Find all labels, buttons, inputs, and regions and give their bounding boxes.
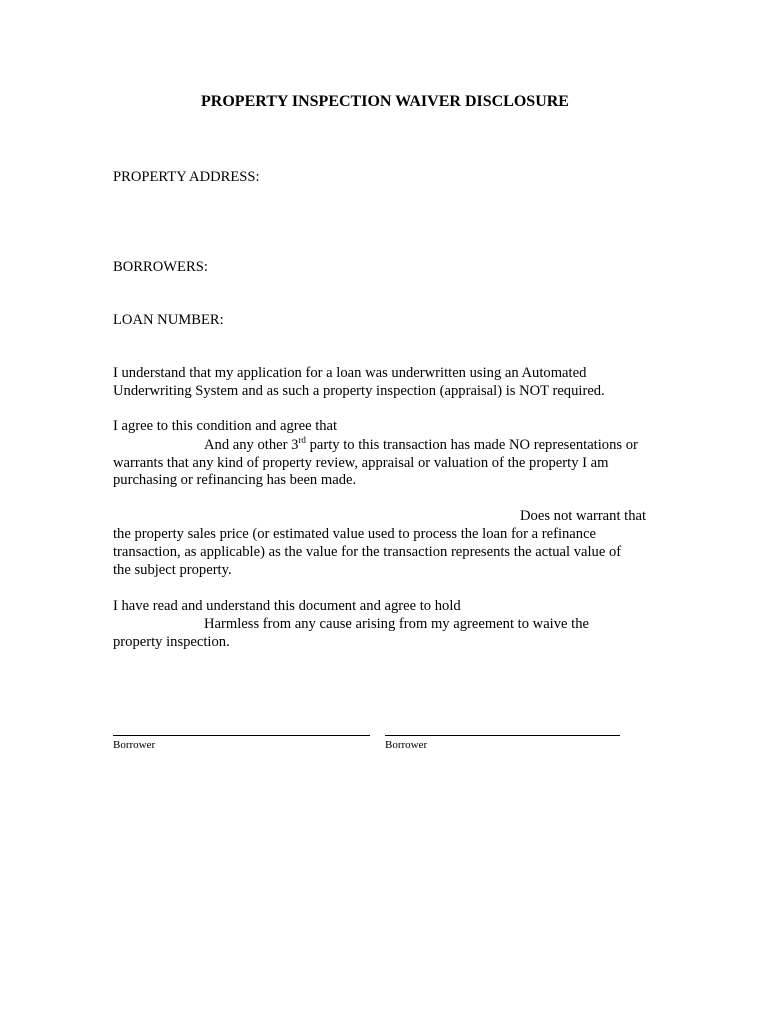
paragraph-4-line-1: I have read and understand this document and agree to hold bbox=[113, 598, 461, 614]
document-title: PROPERTY INSPECTION WAIVER DISCLOSURE bbox=[201, 93, 569, 110]
paragraph-3-line-2: the property sales price (or estimated value used to process the loan for a refinance bbox=[113, 526, 597, 542]
paragraph-1-line-2: Underwriting System and as such a property inspection (appraisal) is NOT required. bbox=[113, 383, 605, 399]
borrower-label-right: Borrower bbox=[385, 739, 428, 751]
borrower-label-left: Borrower bbox=[113, 739, 156, 751]
paragraph-3-line-1: Does not warrant that bbox=[520, 508, 647, 524]
paragraph-4-line-3: property inspection. bbox=[113, 634, 230, 650]
borrowers-label: BORROWERS: bbox=[113, 259, 208, 275]
paragraph-2-line-2 bbox=[204, 436, 638, 454]
paragraph-2-line-2-post: party to this transaction has made NO representations or bbox=[305, 437, 638, 453]
paragraph-3-line-4: the subject property. bbox=[113, 562, 232, 578]
paragraph-2-line-1: I agree to this condition and agree that bbox=[113, 418, 338, 434]
loan-number-label: LOAN NUMBER: bbox=[113, 312, 224, 328]
borrower-signature-line-right bbox=[385, 735, 620, 736]
property-address-label: PROPERTY ADDRESS: bbox=[113, 169, 260, 185]
paragraph-2-line-4: purchasing or refinancing has been made. bbox=[113, 472, 357, 488]
ordinal-suffix: rd bbox=[298, 435, 306, 445]
paragraph-4-line-2: Harmless from any cause arising from my agreement to waive the bbox=[204, 616, 589, 632]
paragraph-2-line-2-pre: And any other 3 bbox=[204, 437, 299, 453]
paragraph-1-line-1: I understand that my application for a loan was underwritten using an Automated bbox=[113, 365, 587, 381]
paragraph-3-line-3: transaction, as applicable) as the value for the transaction represents the actual value of bbox=[113, 544, 622, 560]
paragraph-2-line-3: warrants that any kind of property review, appraisal or valuation of the property I am bbox=[113, 455, 609, 471]
borrower-signature-line-left bbox=[113, 735, 370, 736]
